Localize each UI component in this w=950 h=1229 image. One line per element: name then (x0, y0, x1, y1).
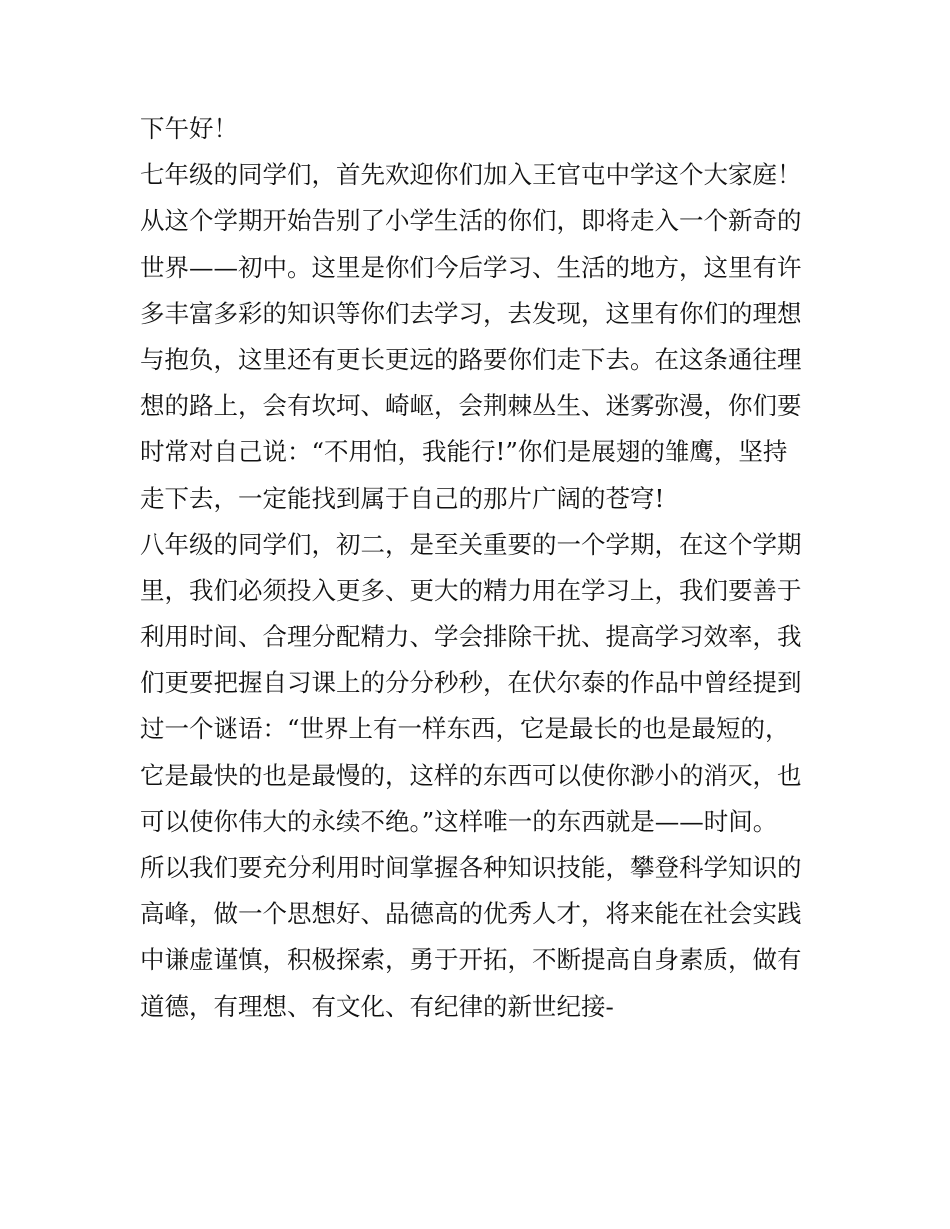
text-line: 它是最快的也是最慢的，这样的东西可以使你渺小的消灭，也 (140, 760, 802, 790)
text-line: 从这个学期开始告别了小学生活的你们，即将走入一个新奇的 (140, 206, 802, 236)
text-line: 多丰富多彩的知识等你们去学习，去发现，这里有你们的理想 (140, 298, 802, 328)
text-line: 七年级的同学们，首先欢迎你们加入王官屯中学这个大家庭！ (140, 160, 802, 190)
speech-text (140, 106, 820, 1030)
text-line: 里，我们必须投入更多、更大的精力用在学习上，我们要善于 (140, 575, 802, 605)
text-line: 高峰，做一个思想好、品德高的优秀人才，将来能在社会实践 (140, 899, 802, 929)
text-line: 时常对自己说：“不用怕，我能行!”你们是展翅的雏鹰，坚持 (140, 437, 788, 467)
text-line: 中谦虚谨慎，积极探索，勇于开拓，不断提高自身素质，做有 (140, 945, 802, 975)
text-line: 过一个谜语：“世界上有一样东西，它是最长的也是最短的， (140, 714, 790, 744)
text-line: 想的路上，会有坎坷、崎岖，会荆棘丛生、迷雾弥漫，你们要 (140, 391, 802, 421)
text-line: 世界——初中。这里是你们今后学习、生活的地方，这里有许 (140, 252, 802, 282)
text-line: 走下去，一定能找到属于自己的那片广阔的苍穹! (140, 483, 665, 513)
text-line: 可以使你伟大的永续不绝。”这样唯一的东西就是——时间。 (140, 806, 778, 836)
text-line: 道德，有理想、有文化、有纪律的新世纪接- (140, 991, 614, 1021)
text-line: 们更要把握自习课上的分分秒秒，在伏尔泰的作品中曾经提到 (140, 668, 802, 698)
text-line-greeting: 下午好！ (140, 114, 238, 143)
text-line: 与抱负，这里还有更长更远的路要你们走下去。在这条通往理 (140, 344, 802, 374)
text-line: 利用时间、合理分配精力、学会排除干扰、提高学习效率，我 (140, 622, 802, 652)
text-line: 所以我们要充分利用时间掌握各种知识技能，攀登科学知识的 (140, 853, 802, 882)
text-line: 八年级的同学们，初二，是至关重要的一个学期，在这个学期 (140, 529, 802, 559)
